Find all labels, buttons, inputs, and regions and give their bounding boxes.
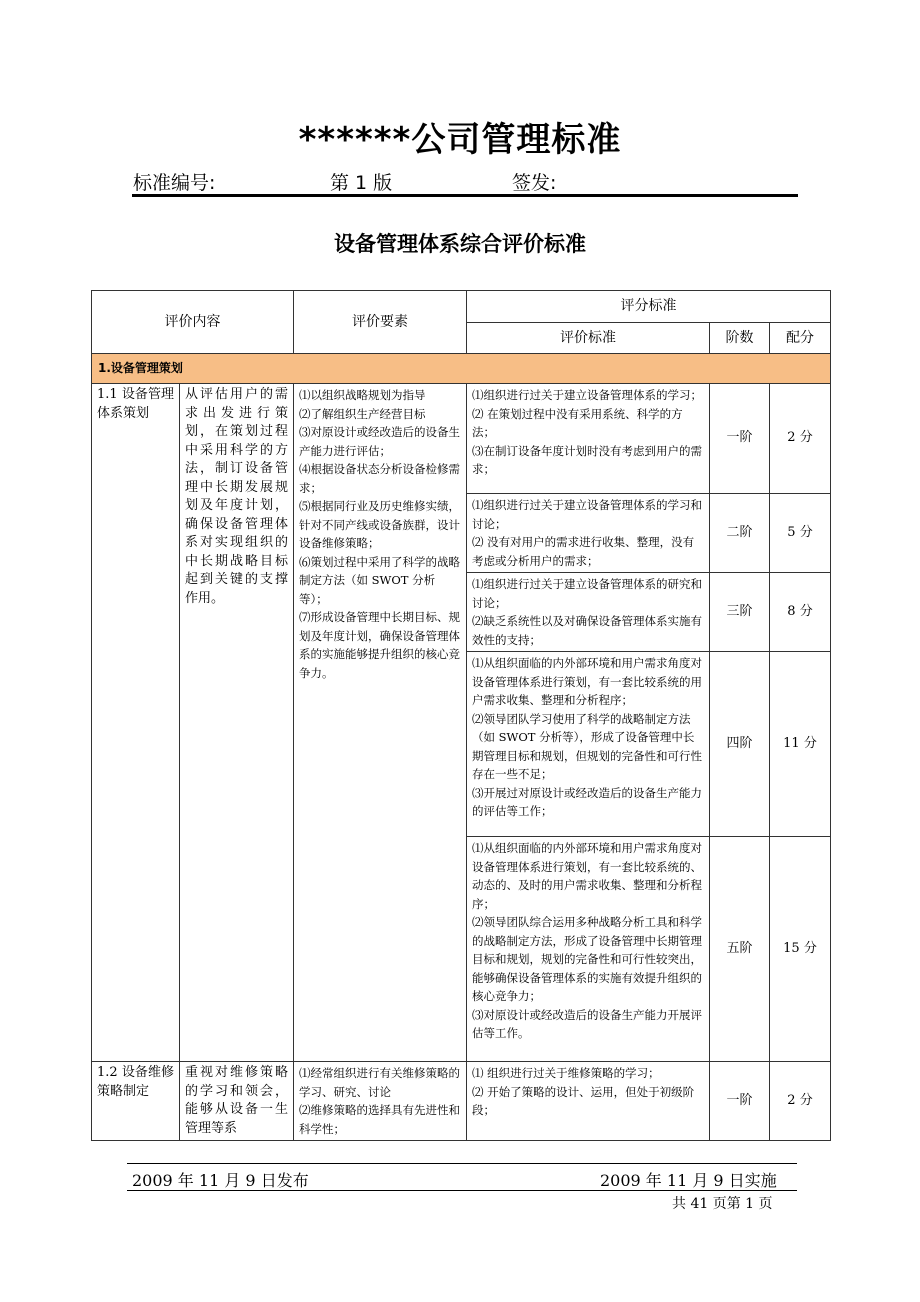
header-divider — [132, 194, 798, 197]
criterion-line: ⑶对原设计或经改造后的设备生产能力开展评估等工作。 — [472, 1007, 702, 1040]
header-scoring-standard: 评分标准 — [467, 291, 831, 323]
points-cell: 15 分 — [770, 837, 831, 1062]
criteria-cell — [467, 652, 710, 837]
element-line: ⑷根据设备状态分析设备检修需求； — [299, 462, 460, 495]
criterion-line: ⑵缺乏系统性以及对确保设备管理体系实施有效性的支持； — [472, 614, 702, 647]
criterion-line: ⑴从组织面临的内外部环境和用户需求角度对设备管理体系进行策划，有一套比较系统的、动态的、及时的用户需求收集、整理和分析程序； — [472, 841, 702, 911]
evaluation-elements — [294, 1062, 467, 1141]
document-title: ******公司管理标准 — [298, 120, 622, 160]
header-level: 阶数 — [710, 323, 770, 354]
header-points: 配分 — [770, 323, 831, 354]
criterion-line: ⑴组织进行过关于建立设备管理体系的学习和讨论； — [472, 498, 702, 531]
element-line: ⑶对原设计或经改造后的设备生产能力进行评估； — [299, 425, 460, 458]
publish-date: 2009 年 11 月 9 日发布 — [132, 1171, 309, 1190]
item-title: 1.2 设备维修策略制定 — [92, 1062, 180, 1141]
item-description: 重视对维修策略的学习和领会，能够从设备一生管理等系 — [180, 1062, 294, 1141]
element-line: ⑵了解组织生产经营目标 — [299, 406, 426, 421]
criterion-line: ⑴从组织面临的内外部环境和用户需求角度对设备管理体系进行策划，有一套比较系统的用户需求收集、整理和分析程序； — [472, 656, 702, 707]
header-criteria: 评价标准 — [467, 323, 710, 354]
criterion-line: ⑶在制订设备年度计划时没有考虑到用户的需求； — [472, 443, 702, 476]
criterion-line: ⑵ 在策划过程中没有采用系统、科学的方法； — [472, 406, 683, 439]
evaluation-elements — [294, 384, 467, 1062]
header-evaluation-elements: 评价要素 — [294, 291, 467, 354]
footer-divider-bottom — [127, 1190, 797, 1191]
points-cell: 11 分 — [770, 652, 831, 837]
element-line: ⑸根据同行业及历史维修实绩，针对不同产线或设备族群，设计设备维修策略； — [299, 499, 460, 550]
criterion-line: ⑴ 组织进行过关于维修策略的学习； — [472, 1066, 660, 1080]
evaluation-table — [91, 290, 831, 1141]
element-line: ⑴经常组织进行有关维修策略的学习、研究、讨论 — [299, 1066, 460, 1099]
points-cell: 2 分 — [770, 1062, 831, 1141]
criteria-cell — [467, 837, 710, 1062]
element-line: ⑴以组织战略规划为指导 — [299, 388, 426, 402]
level-cell: 一阶 — [710, 1062, 770, 1141]
level-cell: 二阶 — [710, 494, 770, 573]
points-cell: 2 分 — [770, 384, 831, 494]
item-description: 从评估用户的需求出发进行策划，在策划过程中采用科学的方法，制订设备管理中长期发展规划及年度计划，确保设备管理体系对实现组织的中长期战略目标起到关键的支撑作用。 — [180, 384, 294, 1062]
level-cell: 三阶 — [710, 573, 770, 652]
standard-number-label: 标准编号: — [133, 172, 216, 194]
standard-subtitle: 设备管理体系综合评价标准 — [334, 232, 586, 256]
level-cell: 四阶 — [710, 652, 770, 837]
criterion-line: ⑴组织进行过关于建立设备管理体系的研究和讨论； — [472, 577, 702, 610]
criterion-line: ⑶开展过对原设计或经改造后的设备生产能力的评估等工作； — [472, 785, 702, 818]
section-heading: 1.设备管理策划 — [92, 354, 831, 384]
criterion-line: ⑵ 开始了策略的设计、运用，但处于初级阶段； — [472, 1084, 695, 1117]
element-line: ⑺形成设备管理中长期目标、规划及年度计划，确保设备管理体系的实施能够提升组织的核心竞争力。 — [299, 610, 460, 680]
points-cell: 8 分 — [770, 573, 831, 652]
criteria-cell — [467, 573, 710, 652]
level-cell: 一阶 — [710, 384, 770, 494]
header-evaluation-content: 评价内容 — [92, 291, 294, 354]
points-cell: 5 分 — [770, 494, 831, 573]
criterion-line: ⑵ 没有对用户的需求进行收集、整理，没有考虑或分析用户的需求； — [472, 535, 695, 568]
criterion-line: ⑵领导团队综合运用多种战略分析工具和科学的战略制定方法，形成了设备管理中长期管理目标和规划，规划的完备性和可行性较突出，能够确保设备管理体系的实施有效提升组织的核心竞争力； — [472, 915, 702, 1003]
level-cell: 五阶 — [710, 837, 770, 1062]
item-title: 1.1 设备管理体系策划 — [92, 384, 180, 1062]
footer-divider-top — [127, 1163, 797, 1164]
element-line: ⑹策划过程中采用了科学的战略制定方法（如 SWOT 分析等）； — [299, 554, 460, 606]
effective-date: 2009 年 11 月 9 日实施 — [600, 1171, 777, 1190]
criteria-cell — [467, 494, 710, 573]
criterion-line: ⑵领导团队学习使用了科学的战略制定方法（如 SWOT 分析等），形成了设备管理中长期管理目标和规划，但规划的完备性和可行性存在一些不足； — [472, 711, 702, 781]
element-line: ⑵维修策略的选择具有先进性和科学性； — [299, 1103, 460, 1136]
version-label: 第 1 版 — [330, 172, 393, 194]
issuer-label: 签发: — [512, 172, 557, 194]
criterion-line: ⑴组织进行过关于建立设备管理体系的学习； — [472, 388, 702, 402]
page-info: 共 41 页第 1 页 — [672, 1196, 773, 1212]
criteria-cell — [467, 384, 710, 494]
criteria-cell — [467, 1062, 710, 1141]
